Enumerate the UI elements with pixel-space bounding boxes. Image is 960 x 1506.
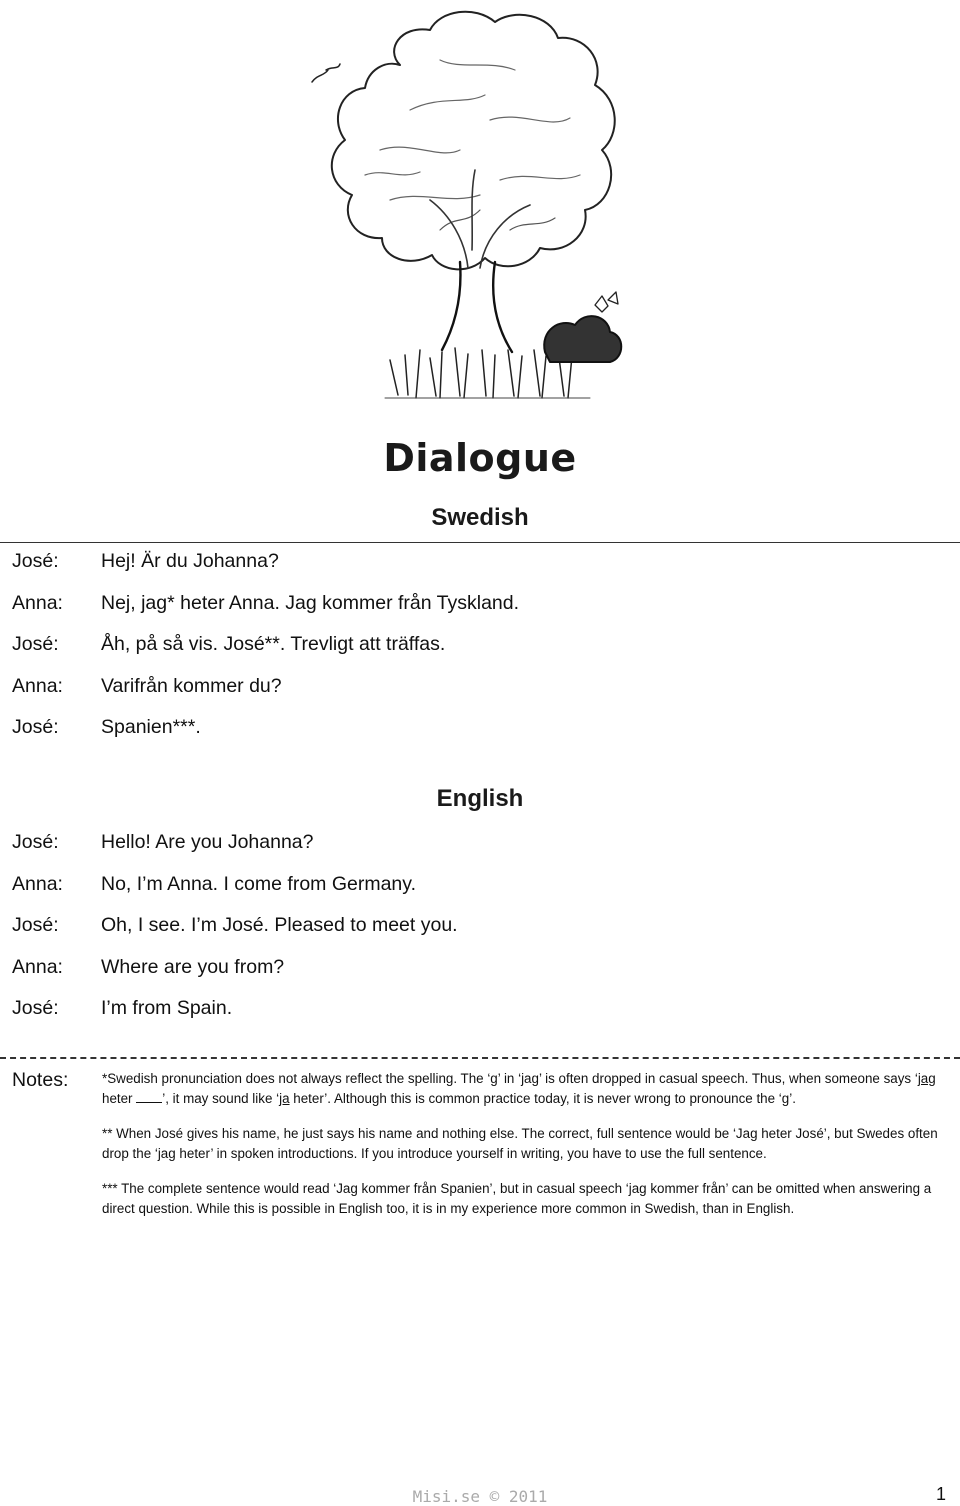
note-1-text-b: heter xyxy=(102,1090,137,1106)
speaker: Anna: xyxy=(12,872,63,895)
note-1-text-c: ’, it may sound like ‘ xyxy=(162,1090,280,1106)
fill-blank xyxy=(136,1090,162,1103)
english-dialogue xyxy=(12,831,952,1039)
dialogue-line xyxy=(12,914,952,956)
speaker: José: xyxy=(12,633,59,655)
utterance: Åh, på så vis. José**. Trevligt att träffas. xyxy=(101,633,446,655)
speaker: Anna: xyxy=(12,591,63,614)
utterance: Where are you from? xyxy=(101,955,285,978)
swedish-heading: Swedish xyxy=(431,504,529,531)
notes-label: Notes: xyxy=(12,1069,69,1091)
speaker: José: xyxy=(12,550,59,572)
note-1-text-a: *Swedish pronunciation does not always reflect the spelling. The ‘g’ in ‘jag’ is often dropped in casual speech. Thus, when someone says ‘ xyxy=(102,1071,918,1086)
note-1-underlined-jag: jag xyxy=(917,1071,936,1086)
utterance: Oh, I see. I’m José. Pleased to meet you. xyxy=(101,914,458,936)
swedish-dialogue xyxy=(12,550,952,758)
note-1 xyxy=(102,1069,947,1108)
notes-body xyxy=(102,1069,947,1234)
dialogue-line xyxy=(12,716,952,758)
speaker: José: xyxy=(12,997,59,1019)
page-number: 1 xyxy=(935,1484,946,1504)
dialogue-line xyxy=(12,873,952,915)
dialogue-line xyxy=(12,633,952,675)
heading-rule xyxy=(0,542,960,543)
speaker: Anna: xyxy=(12,955,63,978)
dialogue-line xyxy=(12,675,952,717)
footer-copyright: Misi.se © 2011 xyxy=(412,1487,548,1506)
page-title: Dialogue xyxy=(383,436,577,480)
utterance: No, I’m Anna. I come from Germany. xyxy=(101,872,416,895)
speaker: José: xyxy=(12,716,59,738)
dialogue-line xyxy=(12,831,952,873)
note-2: ** When José gives his name, he just says his name and nothing else. The correct, full sentence would be ‘Jag heter José’, but Swedes often drop the ‘jag heter’ in spoken introductions. If you introduce yourself in writing, you have to use the full sentence. xyxy=(102,1126,938,1161)
dialogue-line xyxy=(12,956,952,998)
utterance: Hello! Are you Johanna? xyxy=(101,831,314,853)
utterance: Spanien***. xyxy=(101,716,201,738)
tree-illustration xyxy=(290,0,650,410)
dialogue-line xyxy=(12,592,952,634)
note-3: *** The complete sentence would read ‘Jag kommer från Spanien’, but in casual speech ‘jag kommer från’ can be omitted when answering a direct question. While this is possible in English too, it is in my experience more common in Swedish, than in English. xyxy=(102,1181,932,1216)
notes-divider xyxy=(0,1057,960,1059)
dialogue-line xyxy=(12,997,952,1039)
utterance: I’m from Spain. xyxy=(101,997,233,1019)
utterance: Hej! Är du Johanna? xyxy=(101,550,279,572)
note-1-underlined-ja: ja xyxy=(279,1090,290,1106)
note-1-text-d: heter’. Although this is common practice today, it is never wrong to pronounce the ‘g’. xyxy=(289,1090,796,1106)
speaker: José: xyxy=(12,914,59,936)
utterance: Nej, jag* heter Anna. Jag kommer från Tyskland. xyxy=(101,591,520,614)
english-heading: English xyxy=(436,785,524,812)
speaker: Anna: xyxy=(12,674,63,697)
speaker: José: xyxy=(12,831,59,853)
dialogue-line xyxy=(12,550,952,592)
utterance: Varifrån kommer du? xyxy=(101,674,282,697)
